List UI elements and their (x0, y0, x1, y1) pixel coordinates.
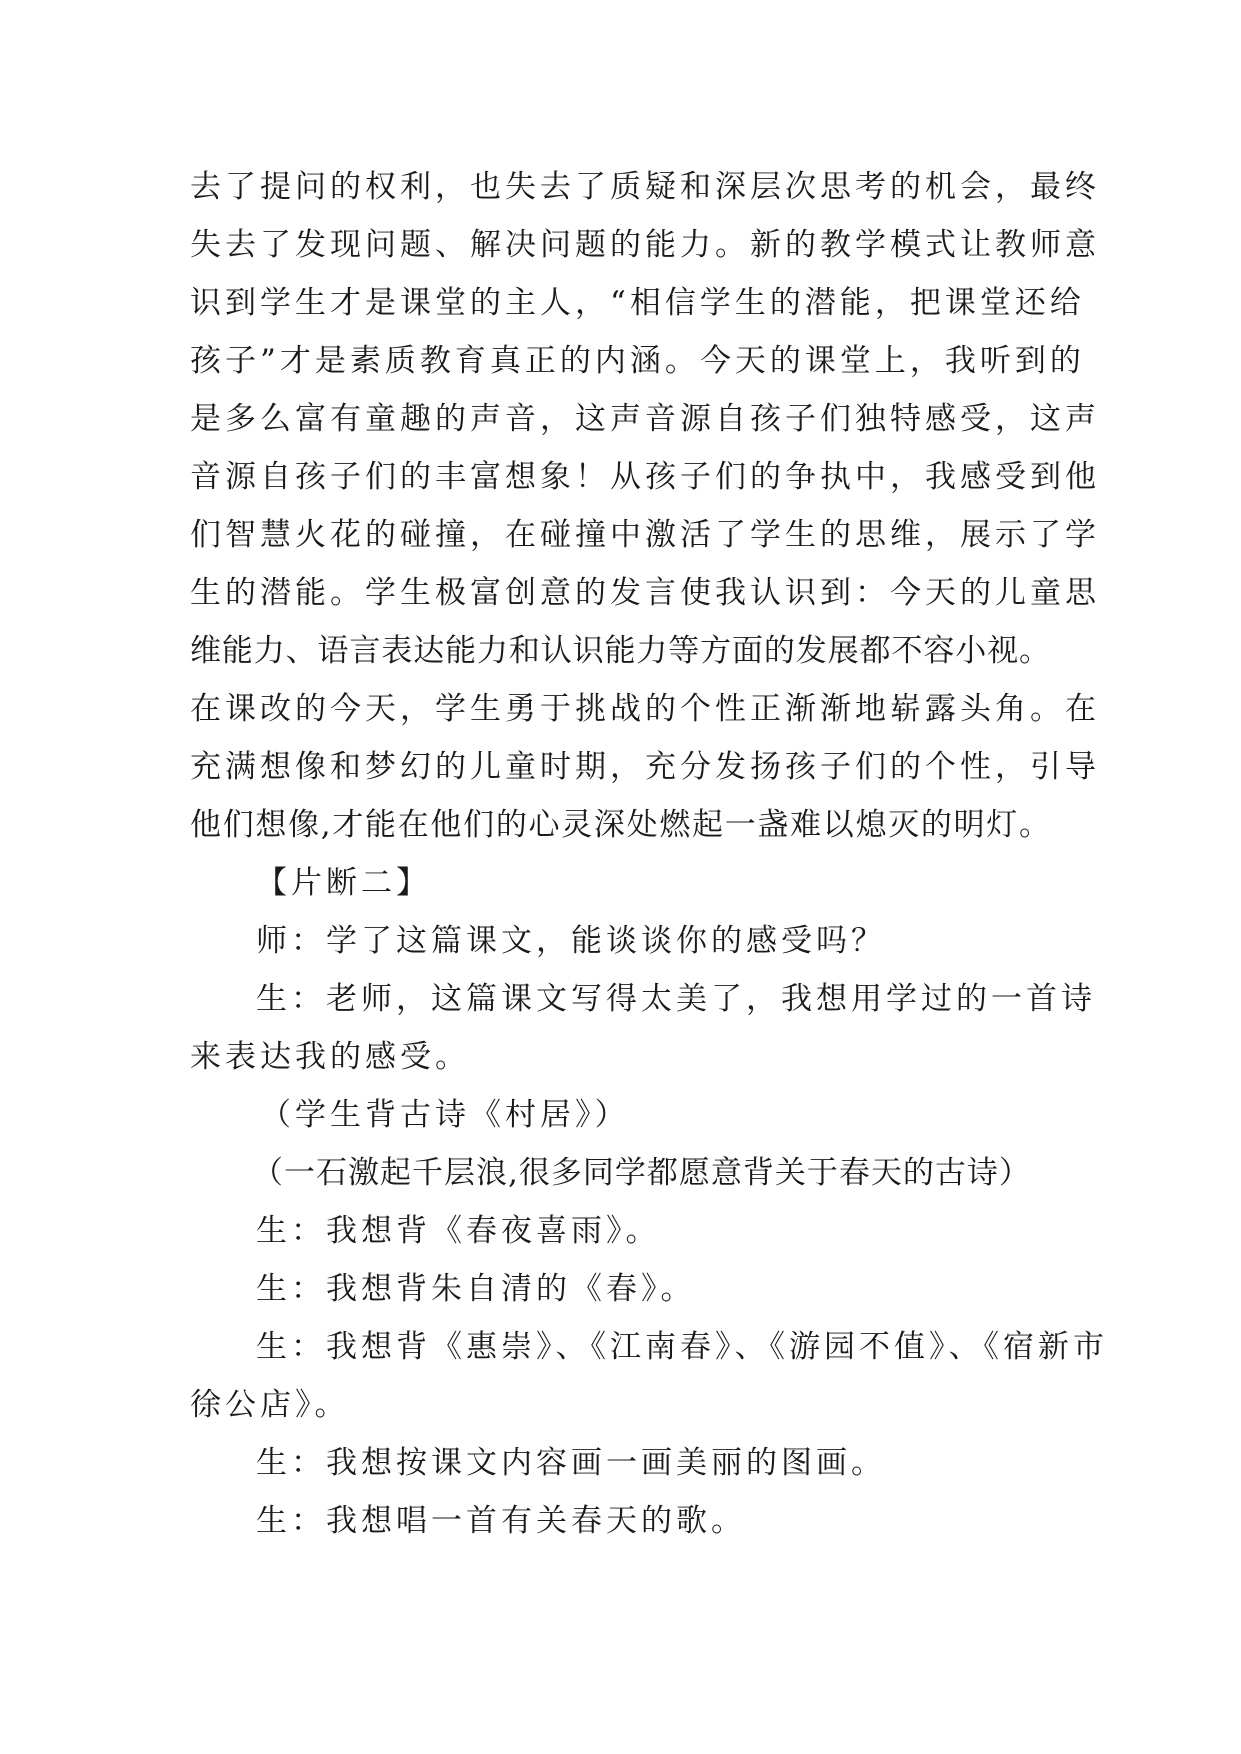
text-line: 来表达我的感受。 (190, 1039, 470, 1075)
stage-note-2 (190, 1144, 1050, 1202)
dialogue-student-5 (190, 1434, 1050, 1492)
text-line: 识到学生才是课堂的主人，“相信学生的潜能，把课堂还给 (190, 285, 1085, 321)
heading-text: 【片断二】 (256, 865, 431, 901)
text-line: 们智慧火花的碰撞，在碰撞中激活了学生的思维，展示了学 (190, 517, 1100, 553)
dialogue-student-4 (190, 1318, 1108, 1434)
text-line: 生的潜能。学生极富创意的发言使我认识到：今天的儿童思 (190, 575, 1100, 611)
document-body (190, 158, 1108, 1550)
text-line: 去了提问的权利，也失去了质疑和深层次思考的机会，最终 (190, 169, 1100, 205)
text-line: 生：我想按课文内容画一画美丽的图画。 (256, 1445, 886, 1481)
dialogue-student-3 (190, 1260, 1050, 1318)
text-line: 是多么富有童趣的声音，这声音源自孩子们独特感受，这声 (190, 401, 1100, 437)
dialogue-student-1 (190, 970, 1096, 1086)
text-line: 师：学了这篇课文，能谈谈你的感受吗？ (256, 923, 886, 959)
stage-note-1 (190, 1086, 1050, 1144)
text-line: 失去了发现问题、解决问题的能力。新的教学模式让教师意 (190, 227, 1100, 263)
text-line: 充满想像和梦幻的儿童时期，充分发扬孩子们的个性，引导 (190, 749, 1100, 785)
text-line: 徐公店》。 (190, 1387, 350, 1423)
text-line: 孩子”才是素质教育真正的内涵。今天的课堂上，我听到的 (190, 343, 1085, 379)
text-line: （学生背古诗《村居》） (260, 1097, 630, 1133)
text-line: 生：我想背《春夜喜雨》。 (256, 1213, 661, 1249)
text-line: 生：我想背《惠崇》、《江南春》、《游园不值》、《宿新市 (256, 1329, 1108, 1365)
paragraph-reflection (190, 158, 1100, 854)
dialogue-student-2 (190, 1202, 1050, 1260)
text-line: 在课改的今天，学生勇于挑战的个性正渐渐地崭露头角。在 (190, 691, 1100, 727)
text-line: 生：我想唱一首有关春天的歌。 (256, 1503, 746, 1539)
dialogue-student-6 (190, 1492, 1050, 1550)
text-line: 生：老师，这篇课文写得太美了，我想用学过的一首诗 (256, 981, 1096, 1017)
section-heading (190, 854, 1050, 912)
text-line: 维能力、语言表达能力和认识能力等方面的发展都不容小视。 (190, 633, 1050, 669)
text-line: 音源自孩子们的丰富想象！从孩子们的争执中，我感受到他 (190, 459, 1100, 495)
text-line: （一石激起千层浪,很多同学都愿意背关于春天的古诗） (252, 1155, 1031, 1191)
dialogue-teacher (190, 912, 1050, 970)
text-line: 他们想像,才能在他们的心灵深处燃起一盏难以熄灭的明灯。 (190, 807, 1050, 843)
text-line: 生：我想背朱自清的《春》。 (256, 1271, 696, 1307)
